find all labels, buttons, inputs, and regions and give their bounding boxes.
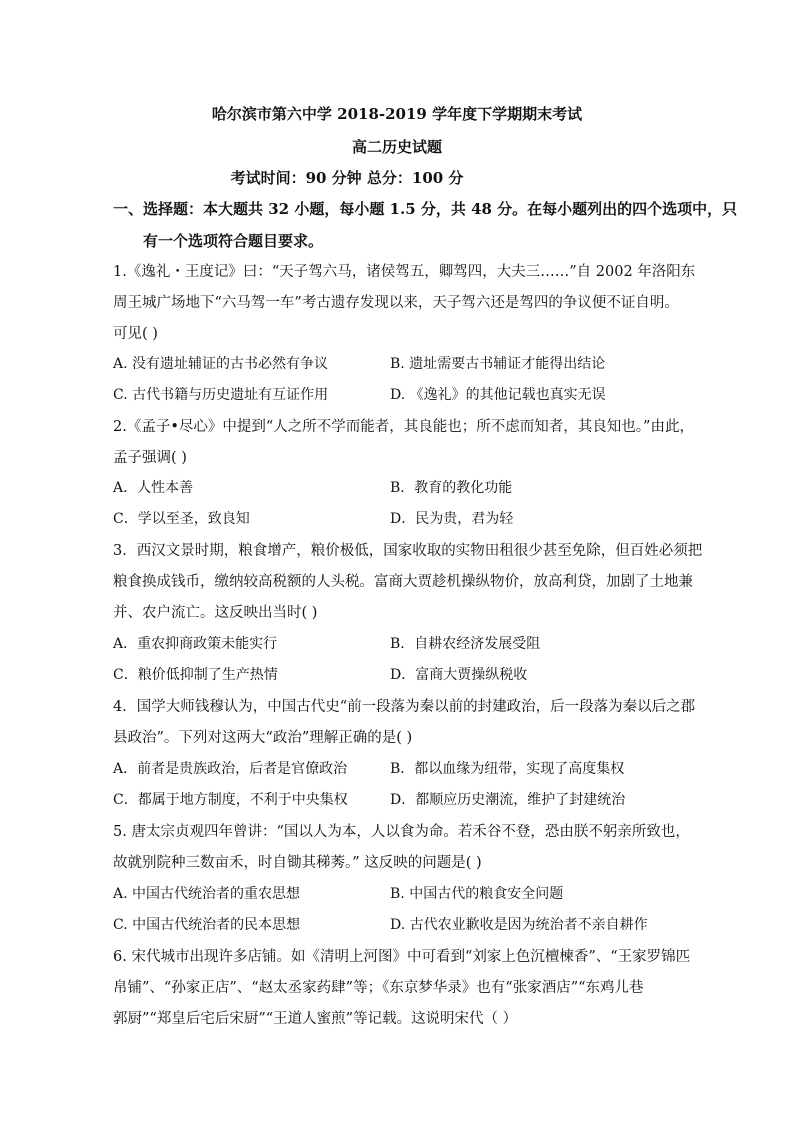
option-a: A. 中国古代统治者的重农思想: [113, 886, 301, 902]
option-d: D．都顺应历史潮流，维护了封建统治: [390, 792, 626, 808]
exam-subtitle: 高二历史试题: [351, 138, 442, 156]
section-instruction-line1: 一、选择题：本大题共 32 小题，每小题 1.5 分，共 48 分。在每小题列出的四个选项中，只: [113, 200, 738, 218]
question-text: 6. 宋代城市出现许多店铺。如《清明上河图》中可看到“刘家上色沉檀楝香”、“王家罗锦匹: [113, 949, 691, 965]
question-text: 并、农户流亡。这反映出当时( ): [113, 605, 318, 621]
option-c: C. 中国古代统治者的民本思想: [113, 917, 301, 933]
option-c: C．都属于地方制度，不利于中央集权: [113, 792, 348, 808]
option-a: A．前者是贵族政治，后者是官僚政治: [113, 761, 348, 777]
question-text: 孟子强调( ): [113, 450, 187, 466]
option-a: A．重农抑商政策未能实行: [113, 636, 278, 652]
section-instruction-line2: 有一个选项符合题目要求。: [143, 232, 324, 250]
question-text: 粮食换成钱币，缴纳较高税额的人头税。富商大贾趁机操纵物价，放高利贷，加剧了土地兼: [113, 574, 693, 590]
option-d: D．富商大贾操纵税收: [390, 667, 528, 683]
question-text: 帛铺”、“孙家正店”、“赵太丞家药肆”等；《东京梦华录》也有“张家酒店”“东鸡儿巷: [113, 980, 644, 996]
option-b: B．教育的教化功能: [390, 480, 513, 496]
option-a: A．人性本善: [113, 480, 194, 496]
question-text: 3．西汉文景时期，粮食增产，粮价极低，国家收取的实物田租很少甚至免除，但百姓必须把: [113, 543, 703, 559]
option-a: A. 没有遗址辅证的古书必然有争议: [113, 356, 329, 372]
question-text: 4．国学大师钱穆认为，中国古代史“前一段落为秦以前的封建政治，后一段落为秦以后之郡: [113, 699, 696, 715]
question-text: 故就别院种三数亩禾，时自锄其稊莠。” 这反映的问题是( ): [113, 855, 482, 871]
option-c: C. 古代书籍与历史遗址有互证作用: [113, 387, 329, 403]
question-text: 可见( ): [113, 326, 158, 342]
option-b: B．都以血缘为纽带，实现了高度集权: [390, 761, 625, 777]
exam-info: 考试时间：90 分钟 总分：100 分: [230, 169, 464, 187]
question-text: 1.《逸礼・王度记》曰：“天子驾六马，诸侯驾五，卿驾四，大夫三……”自 2002 年洛阳东: [113, 264, 696, 280]
exam-title: 哈尔滨市第六中学 2018-2019 学年度下学期期末考试: [211, 105, 583, 123]
option-c: C．粮价低抑制了生产热情: [113, 667, 278, 683]
option-d: D. 《逸礼》的其他记载也真实无误: [390, 387, 606, 403]
option-c: C．学以至圣，致良知: [113, 511, 250, 527]
option-b: B. 中国古代的粮食安全问题: [390, 886, 564, 902]
option-b: B．自耕农经济发展受阻: [390, 636, 541, 652]
option-b: B. 遗址需要古书辅证才能得出结论: [390, 356, 606, 372]
question-text: 郭厨”“郑皇后宅后宋厨”“王道人蜜煎”等记载。这说明宋代（ ）: [113, 1011, 518, 1027]
option-d: D. 古代农业歉收是因为统治者不亲自耕作: [390, 917, 648, 933]
question-text: 周王城广场地下“六马驾一车”考古遗存发现以来，天子驾六还是驾四的争议便不证自明。: [113, 295, 679, 311]
question-text: 2.《孟子•尽心》中提到“人之所不学而能者，其良能也；所不虑而知者，其良知也。”由此，: [113, 419, 694, 435]
question-text: 县政治”。下列对这两大“政治”理解正确的是( ): [113, 730, 413, 746]
question-text: 5. 唐太宗贞观四年曾讲：“国以人为本，人以食为命。若禾谷不登，恐由朕不躬亲所致也，: [113, 824, 690, 840]
option-d: D．民为贵，君为轻: [390, 511, 514, 527]
